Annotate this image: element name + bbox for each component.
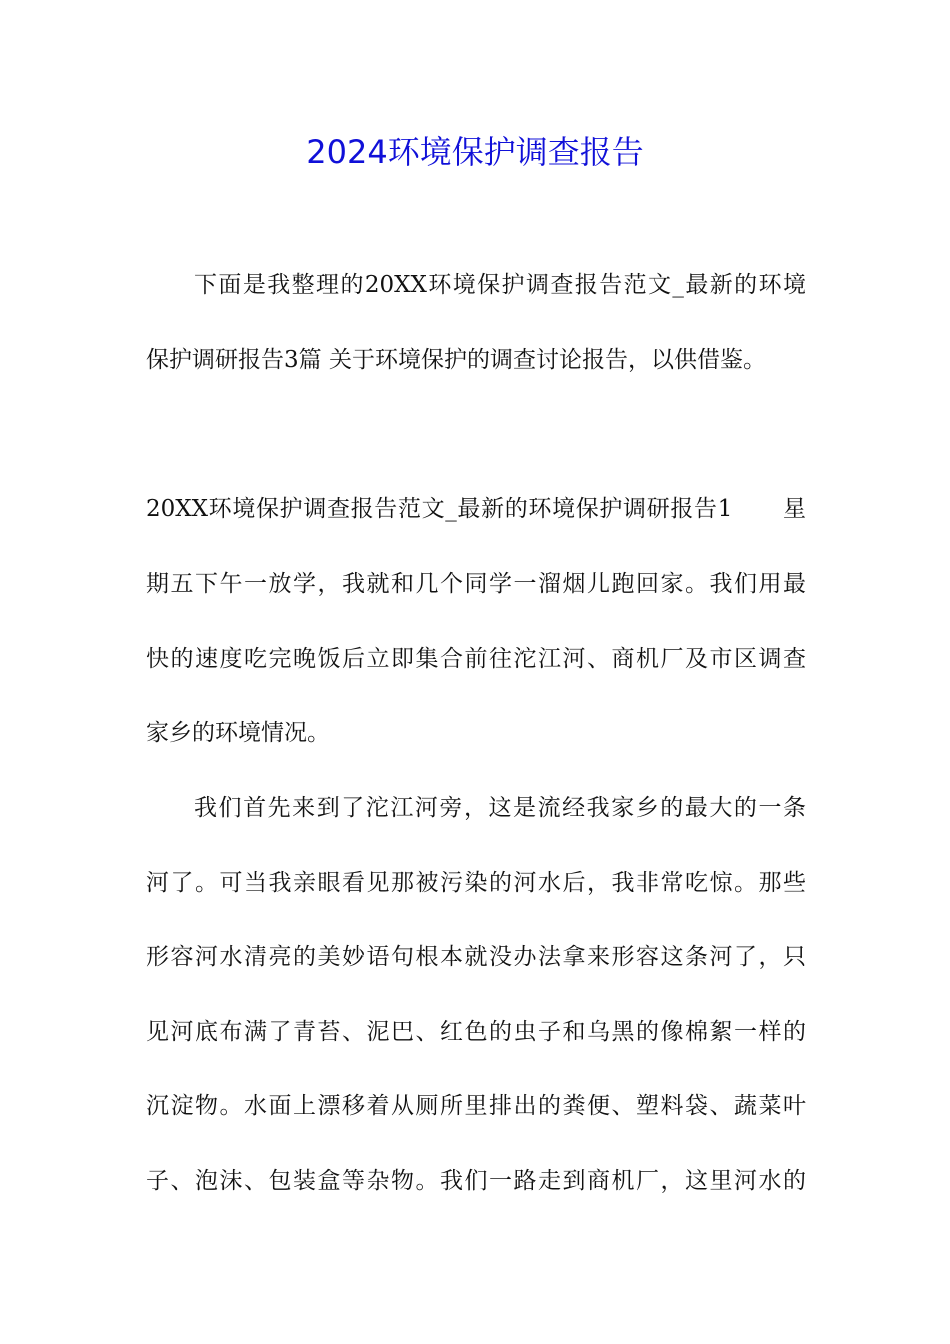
section1-line-3: 快的速度吃完晚饭后立即集合前往沱江河、商机厂及市区调查 — [146, 646, 806, 672]
paragraph2-line-6: 子、泡沫、包装盒等杂物。我们一路走到商机厂，这里河水的 — [146, 1168, 806, 1194]
paragraph2-line-2: 河了。可当我亲眼看见那被污染的河水后，我非常吃惊。那些 — [146, 870, 806, 896]
paragraph2-line-4: 见河底布满了青苔、泥巴、红色的虫子和乌黑的像棉絮一样的 — [146, 1019, 806, 1045]
section1-line-2: 期五下午一放学，我就和几个同学一溜烟儿跑回家。我们用最 — [146, 571, 806, 597]
intro-line-2: 保护调研报告3篇 关于环境保护的调查讨论报告，以供借鉴。 — [146, 347, 766, 373]
section1-heading-line — [146, 494, 806, 524]
paragraph2-line-3: 形容河水清亮的美妙语句根本就没办法拿来形容这条河了，只 — [146, 944, 806, 970]
document-body — [146, 0, 806, 1344]
document-title: 2024环境保护调查报告 — [306, 133, 644, 171]
intro-line-1: 下面是我整理的20XX环境保护调查报告范文_最新的环境 — [194, 272, 806, 298]
section1-line-4: 家乡的环境情况。 — [146, 720, 330, 746]
paragraph2-line-1: 我们首先来到了沱江河旁，这是流经我家乡的最大的一条 — [194, 795, 806, 821]
section1-heading-tail: 星 — [782, 496, 807, 522]
section1-heading: 20XX环境保护调查报告范文_最新的环境保护调研报告1 — [146, 496, 733, 522]
paragraph2-line-5: 沉淀物。水面上漂移着从厕所里排出的粪便、塑料袋、蔬菜叶 — [146, 1093, 806, 1119]
